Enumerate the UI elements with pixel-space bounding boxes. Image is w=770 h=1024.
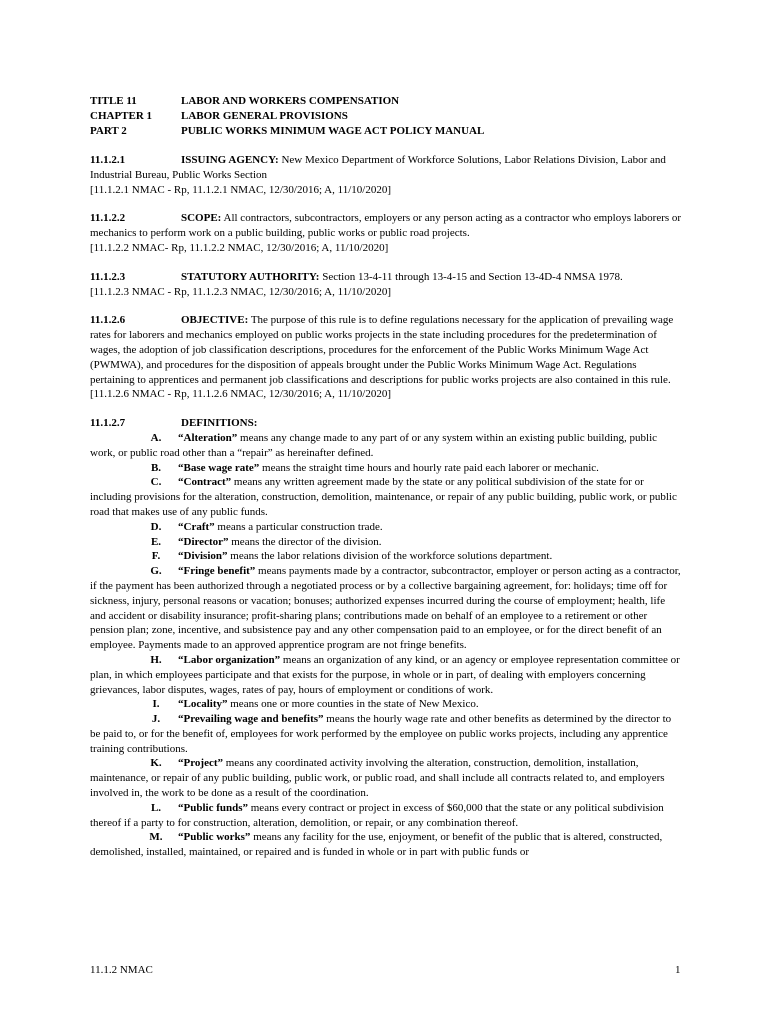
definition-item [90, 535, 682, 550]
definition-letter: D. [150, 520, 162, 533]
section-history: [11.1.2.2 NMAC- Rp, 11.1.2.2 NMAC, 12/30/2016; A, 11/10/2020] [90, 241, 389, 254]
definition-term: “Director” [178, 535, 229, 548]
definition-text: means payments made by a contractor, subcontractor, employer or person acting as a contractor, if the payment has been authorized through a negotiated process or by a collective bargaining agreement, for: holidays; time off for sickness, injury, personal reasons or vacation; bonuses; authorized expenses incurred during the course of employment; health, life and accident or disability insurance; profit-sharing plans; contributions made on behalf of an employee to a retirement or other pension plan; zone, incentive, and subsistence pay and any other compensation paid to an employee, or for the direct benefit of an employee. Payments made to an approved apprentice program are not fringe benefits. [90, 565, 681, 652]
definition-text: means every contract or project in excess of $60,000 that the state or any political subdivision thereof if a party to for construction, alteration, demolition, or repair, or any combination thereof. [90, 801, 664, 829]
definition-text: means any written agreement made by the state or any political subdivision of the state for or including provisions for the alteration, construction, demolition, maintenance, or repair of any public building, public work, or public road that makes use of any public funds. [90, 476, 677, 518]
section-issuing-agency [90, 153, 682, 197]
definition-term: “Locality” [178, 698, 228, 711]
title-text: LABOR AND WORKERS COMPENSATION [181, 95, 400, 107]
definition-term: “Project” [178, 757, 223, 770]
section-heading: DEFINITIONS: [181, 417, 258, 430]
section-number: 11.1.2.2 [90, 212, 126, 225]
definition-term: “Base wage rate” [178, 461, 260, 474]
section-heading: ISSUING AGENCY: [181, 154, 279, 166]
chapter-text: LABOR GENERAL PROVISIONS [181, 110, 348, 122]
section-number: 11.1.2.7 [90, 417, 126, 430]
definition-letter: M. [149, 831, 163, 844]
definition-item [90, 475, 682, 519]
section-number: 11.1.2.6 [90, 314, 126, 327]
definition-item [90, 520, 682, 535]
section-number: 11.1.2.1 [90, 154, 126, 166]
definition-term: “Public works” [178, 831, 251, 844]
section-objective [90, 313, 682, 402]
definition-text: means the straight time hours and hourly rate paid each laborer or mechanic. [262, 461, 599, 474]
section-text: The purpose of this rule is to define regulations necessary for the application of prevailing wage rates for laborers and mechanics employed on public works projects in the state including procedures for the predetermination of wages, the adoption of job classification descriptions, procedures for the enforcement of the Public Works Minimum Wage Act (PWMWA), and procedures for the disposition of appeals brought under the Public Works Minimum Wage Act. Regulations pertaining to apprentices and permanent job classifications and descriptions for public works projects are also contained in this rule. [90, 314, 674, 386]
section-heading: SCOPE: [181, 212, 222, 225]
definition-letter: G. [150, 565, 162, 578]
section-text: New Mexico Department of Workforce Solutions, Labor Relations Division, Labor and Industrial Bureau, Public Works Section [90, 154, 666, 181]
definition-letter: J. [151, 713, 161, 726]
definition-letter: A. [150, 431, 162, 444]
definition-text: means one or more counties in the state of New Mexico. [230, 698, 479, 711]
section-text: All contractors, subcontractors, employers or any person acting as a contractor who employs laborers or mechanics to perform work on a public building, public works or public road projects. [90, 212, 682, 240]
section-history: [11.1.2.1 NMAC - Rp, 11.1.2.1 NMAC, 12/30/2016; A, 11/10/2020] [90, 183, 391, 196]
definition-item [90, 712, 682, 756]
part-text: PUBLIC WORKS MINIMUM WAGE ACT POLICY MANUAL [181, 125, 485, 137]
chapter-line [90, 109, 348, 123]
definition-text: means any coordinated activity involving the alteration, construction, demolition, installation, maintenance, or repair of any public building, public work, or public road, and shall include all contracts related to, and employers involved in, the work to be done as a result of the coordination. [90, 757, 665, 800]
section-statutory-authority [90, 270, 682, 300]
definition-term: “Labor organization” [178, 653, 281, 666]
definition-item [90, 461, 682, 476]
definition-term: “Contract” [178, 476, 232, 489]
definition-item [90, 756, 682, 800]
definition-letter: E. [150, 535, 162, 548]
section-number: 11.1.2.3 [90, 270, 126, 283]
definition-term: “Public funds” [178, 801, 248, 814]
definition-text: means a particular construction trade. [217, 520, 383, 533]
definition-letter: C. [150, 476, 162, 489]
part-line [90, 124, 484, 138]
definition-letter: I. [152, 698, 160, 711]
part-label: PART 2 [90, 125, 127, 137]
title-label: TITLE 11 [90, 95, 137, 107]
section-history: [11.1.2.3 NMAC - Rp, 11.1.2.3 NMAC, 12/30/2016; A, 11/10/2020] [90, 285, 391, 298]
chapter-label: CHAPTER 1 [90, 110, 153, 122]
definition-text: means the hourly wage rate and other benefits as determined by the director to be paid to, or for the benefit of, employees for work performed by the employee on public works projects, including any apprentice training contributions. [90, 713, 672, 755]
definition-item [90, 697, 682, 712]
definition-term: “Division” [178, 550, 228, 563]
title-line [90, 94, 399, 108]
definition-item [90, 549, 682, 564]
definition-term: “Craft” [178, 520, 215, 533]
definition-letter: H. [150, 653, 162, 666]
section-heading: OBJECTIVE: [181, 314, 249, 327]
section-definitions [90, 416, 682, 431]
section-history: [11.1.2.6 NMAC - Rp, 11.1.2.6 NMAC, 12/30/2016; A, 11/10/2020] [90, 388, 391, 401]
definition-item [90, 653, 682, 697]
definition-item [90, 431, 682, 461]
definition-item [90, 564, 682, 653]
definition-letter: L. [150, 801, 162, 814]
section-text: Section 13-4-11 through 13-4-15 and Section 13-4D-4 NMSA 1978. [322, 270, 623, 283]
definition-letter: F. [151, 550, 161, 563]
definition-item [90, 830, 682, 860]
definition-text: means the director of the division. [231, 535, 382, 548]
definitions-list [90, 431, 682, 860]
section-heading: STATUTORY AUTHORITY: [181, 270, 320, 283]
document-body [90, 153, 682, 860]
definition-term: “Alteration” [178, 431, 238, 444]
definition-term: “Prevailing wage and benefits” [178, 713, 324, 726]
definition-text: means an organization of any kind, or an agency or employee representation committee or plan, in which employees participate and that exists for the purpose, in whole or in part, of dealing with employers concerning grievances, labor disputes, wages, rates of pay, hours of employment or conditions of work. [90, 653, 680, 696]
page-number: 1 [675, 964, 681, 976]
definition-text: means the labor relations division of the workforce solutions department. [230, 550, 553, 563]
definition-letter: B. [150, 461, 162, 474]
section-scope [90, 211, 682, 255]
definition-text: means any change made to any part of or any system within an existing public building, public work, or public road other than a “repair” as hereinafter defined. [90, 431, 658, 459]
definition-item [90, 801, 682, 831]
definition-term: “Fringe benefit” [178, 565, 256, 578]
definition-text: means any facility for the use, enjoyment, or benefit of the public that is altered, constructed, demolished, installed, maintained, or repaired and is funded in whole or in part with public funds or [90, 831, 663, 859]
footer-citation: 11.1.2 NMAC [90, 964, 153, 976]
definition-letter: K. [150, 757, 162, 770]
